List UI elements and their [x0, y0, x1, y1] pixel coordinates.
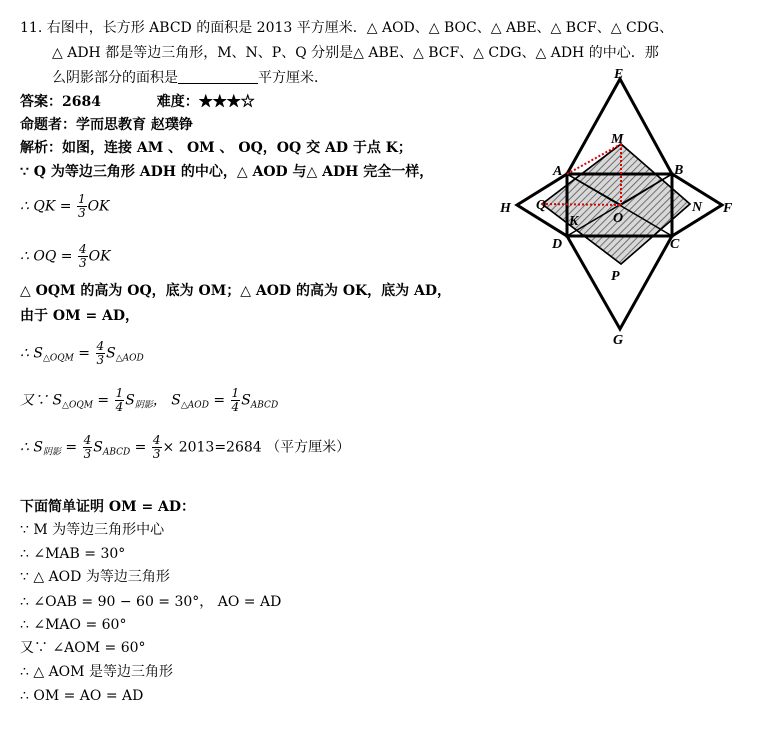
- eq-s9-s: S: [93, 439, 103, 456]
- author-line: [20, 115, 193, 135]
- proof-line-0: [20, 497, 195, 517]
- solution-line-1: [20, 138, 412, 158]
- label-o: O: [613, 211, 624, 226]
- solution-text-2: ∵ Q 为等边三角形 ADH 的中心，△ AOD 与△ ADH 完全一样，: [20, 164, 434, 180]
- fraction-num: 1: [231, 386, 240, 400]
- label-c: C: [670, 237, 680, 252]
- fraction-num: 4: [152, 433, 161, 447]
- solution-line-2: [20, 162, 433, 182]
- solution-line-5: [20, 281, 451, 301]
- eq-s9-eq: =: [60, 439, 82, 456]
- difficulty-label: 难度：: [156, 94, 199, 110]
- eq-oq-right: OK: [88, 248, 111, 265]
- eq-s7-s: S: [106, 345, 116, 362]
- answer-value: 2684: [62, 94, 101, 110]
- eq-s8-eq: =: [92, 392, 114, 409]
- proof-text-6: 又∵ ∠AOM = 60°: [20, 640, 146, 656]
- problem-text-3a: 么阴影部分的面积是: [52, 70, 178, 86]
- proof-line-2: [20, 544, 125, 564]
- eq-s8-s: S: [125, 392, 135, 409]
- fraction-num: 4: [96, 339, 105, 353]
- eq-qk-left: ∴ QK =: [20, 198, 76, 215]
- proof-line-1: [20, 520, 164, 540]
- problem-text-3b: 平方厘米．: [258, 70, 328, 86]
- label-a: A: [553, 164, 563, 179]
- fraction-num: 1: [77, 192, 86, 206]
- proof-line-7: [20, 662, 173, 682]
- label-f: F: [723, 201, 733, 216]
- eq-s8-left: 又∵ S: [20, 392, 63, 409]
- eq-s8-mid: ， S: [152, 392, 181, 409]
- proof-text-0: 下面简单证明 OM = AD：: [20, 499, 196, 515]
- proof-line-3: [20, 567, 170, 587]
- fraction-4-3: [78, 243, 88, 270]
- problem-number: 11.: [20, 20, 43, 36]
- label-q: Q: [536, 198, 547, 213]
- fraction-4-3: [83, 434, 93, 461]
- fraction-den: 3: [77, 206, 86, 220]
- proof-line-4: [20, 592, 281, 612]
- fraction-den: 3: [152, 447, 161, 461]
- eq-qk-right: OK: [87, 198, 110, 215]
- eq-s9-eq2: =: [130, 439, 151, 456]
- solution-line-3: [20, 193, 110, 220]
- fraction-den: 4: [115, 400, 124, 414]
- fraction-den: 3: [83, 447, 92, 461]
- eq-s9-sub2: ABCD: [102, 447, 131, 458]
- label-m: M: [611, 132, 624, 147]
- solution-text-5: △ OQM 的高为 OQ，底为 OM；△ AOD 的高为 OK，底为 AD，: [20, 283, 452, 299]
- fraction-4-3-b: [152, 434, 162, 461]
- label-n: N: [692, 200, 703, 215]
- solution-line-8: [20, 387, 278, 416]
- eq-s7-sub2: △AOD: [115, 353, 144, 364]
- problem-line-1: [20, 18, 673, 38]
- problem-line-3: [52, 68, 328, 88]
- solution-text-6: 由于 OM = AD，: [20, 308, 140, 324]
- fraction-den: 3: [78, 256, 87, 270]
- eq-s7-sub1: △OQM: [42, 353, 74, 364]
- eq-s8-sub4: ABCD: [250, 400, 279, 411]
- geometry-figure: [492, 64, 742, 349]
- fraction-1-4: [115, 387, 125, 414]
- fraction-den: 3: [96, 353, 105, 367]
- author-label: 命题者：: [20, 117, 76, 133]
- problem-line-2: [52, 43, 659, 63]
- proof-text-2: ∴ ∠MAB = 30°: [20, 546, 126, 562]
- fraction-1-4-b: [231, 387, 241, 414]
- proof-line-8: [20, 686, 143, 706]
- solution-line-7: [20, 340, 144, 369]
- label-e: E: [614, 67, 624, 82]
- solution-line-4: [20, 243, 111, 270]
- proof-line-5: [20, 615, 126, 635]
- author-value: 学而思教育 赵璞铮: [76, 117, 193, 133]
- proof-text-5: ∴ ∠MAO = 60°: [20, 617, 127, 633]
- label-p: P: [611, 269, 620, 284]
- difficulty-stars: ★★★☆: [198, 94, 255, 110]
- problem-text-1: 右图中，长方形 ABCD 的面积是 2013 平方厘米．△ AOD、△ BOC、△ ABE、△ BCF、△ CDG、: [46, 20, 674, 36]
- eq-s9-sub1: 阴影: [42, 447, 61, 458]
- proof-text-7: ∴ △ AOM 是等边三角形: [20, 664, 173, 680]
- solution-line-9: [20, 434, 350, 463]
- problem-text-2: △ ADH 都是等边三角形，M、N、P、Q 分别是△ ABE、△ BCF、△ CDG、△ ADH 的中心．那: [52, 45, 659, 61]
- eq-s8-sub2: 阴影: [134, 400, 153, 411]
- eq-s8-s2: S: [241, 392, 251, 409]
- label-d: D: [552, 237, 563, 252]
- fraction-den: 4: [231, 400, 240, 414]
- fraction-num: 4: [78, 242, 87, 256]
- proof-text-4: ∴ ∠OAB = 90 − 60 = 30°， AO = AD: [20, 594, 282, 610]
- eq-s9-left: ∴ S: [20, 439, 43, 456]
- eq-s7-eq: =: [73, 345, 95, 362]
- eq-oq-left: ∴ OQ =: [20, 248, 77, 265]
- solution-text-1: 解析：如图，连接 AM 、 OM 、 OQ，OQ 交 AD 于点 K；: [20, 140, 412, 156]
- fraction-1-3: [77, 193, 87, 220]
- eq-s9-right: × 2013=2684 （平方厘米）: [162, 439, 351, 456]
- answer-label: 答案：: [20, 94, 62, 110]
- proof-text-1: ∵ M 为等边三角形中心: [20, 522, 165, 538]
- eq-s8-sub3: △AOD: [180, 400, 209, 411]
- answer-line: [20, 92, 255, 112]
- solution-line-6: [20, 306, 139, 326]
- fraction-num: 4: [83, 433, 92, 447]
- proof-text-8: ∴ OM = AO = AD: [20, 688, 144, 704]
- eq-s7-left: ∴ S: [20, 345, 43, 362]
- label-k: K: [569, 214, 579, 229]
- fraction-num: 1: [115, 386, 124, 400]
- label-h: H: [500, 201, 511, 216]
- eq-s8-eq2: =: [208, 392, 230, 409]
- label-g: G: [613, 333, 624, 348]
- eq-s8-sub1: △OQM: [62, 400, 93, 411]
- proof-line-6: [20, 638, 146, 658]
- fraction-4-3: [96, 340, 106, 367]
- answer-blank: [178, 69, 258, 84]
- proof-text-3: ∵ △ AOD 为等边三角形: [20, 569, 170, 585]
- label-b: B: [674, 163, 684, 178]
